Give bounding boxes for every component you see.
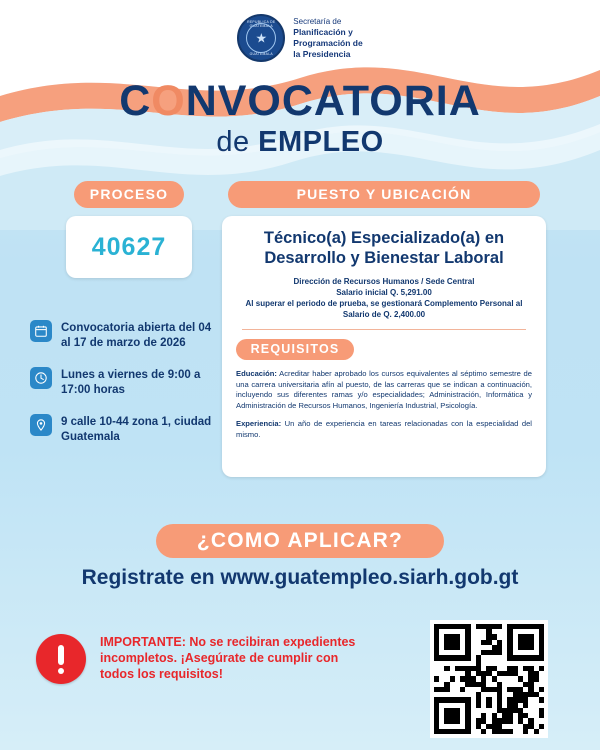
info-list (30, 320, 215, 461)
institution-line-4: la Presidencia (293, 49, 351, 59)
info-dates-text: Convocatoria abierta del 04 al 17 de marzo de 2026 (61, 322, 212, 349)
proceso-number: 40627 (91, 232, 167, 261)
qr-code[interactable] (430, 620, 548, 738)
job-title: Técnico(a) Especializado(a) en Desarrollo y Bienestar Laboral (263, 229, 505, 267)
title-part-1: C (119, 77, 152, 125)
title-accent-letter: O (151, 77, 186, 125)
puesto-card (222, 216, 546, 477)
seal-bottom-text: GUATEMALA (249, 52, 273, 56)
institution-logo-bar (0, 14, 600, 62)
poster-title-block (0, 78, 600, 159)
exclamation-icon (36, 634, 86, 684)
how-to-apply-heading: ¿COMO APLICAR? (156, 524, 444, 558)
registration-url[interactable]: Registrate en www.guatempleo.siarh.gob.gt (81, 566, 519, 589)
proceso-card (66, 216, 192, 278)
government-seal-icon (237, 14, 285, 62)
subtitle-bold: EMPLEO (258, 126, 384, 158)
calendar-icon (30, 320, 52, 342)
experiencia-text: Un año de experiencia en tareas relacionadas con la especialidad del mismo. (236, 419, 532, 439)
page-subtitle (0, 126, 600, 159)
requisitos-header: REQUISITOS (236, 339, 354, 360)
title-part-2: NVOCATORIA (185, 77, 481, 125)
puesto-header: PUESTO Y UBICACIÓN (228, 181, 540, 208)
proceso-header: PROCESO (74, 181, 184, 208)
page-title (0, 78, 600, 124)
notice-label: IMPORTANTE: (100, 635, 186, 649)
educacion-text: Acreditar haber aprobado los cursos equivalentes al séptimo semestre de una carrera universitaria afín al puesto, de las carreras que se indican a continuación, incluyendo sus diferentes ramas y/o especialidades; Administración, Informática y Administración de Recursos Humanos, Ingeniería Industrial, Psicología. (236, 369, 532, 410)
requisito-educacion (236, 369, 532, 411)
institution-line-2: Planificación y (293, 27, 353, 37)
location-pin-icon (30, 414, 52, 436)
job-department: Dirección de Recursos Humanos / Sede Central (293, 277, 475, 286)
seal-top-text: REPUBLICA DE GUATEMALA (247, 20, 276, 28)
clock-icon (30, 367, 52, 389)
qr-code-grid (434, 624, 544, 734)
info-hours-text: Lunes a viernes de 9:00 a 17:00 horas (61, 369, 201, 396)
info-item-dates (30, 320, 215, 350)
job-salary: Salario inicial Q. 5,291.00 (336, 288, 432, 297)
educacion-label: Educación: (236, 369, 277, 378)
info-item-address (30, 414, 215, 444)
institution-name (293, 16, 362, 60)
requisitos-body (236, 369, 532, 441)
info-item-hours (30, 367, 215, 397)
experiencia-label: Experiencia: (236, 419, 282, 429)
divider (242, 329, 526, 330)
notice-text (100, 634, 366, 682)
job-salary-complement: Al superar el periodo de prueba, se gestionará Complemento Personal al Salario de Q. 2,400.00 (245, 299, 523, 319)
job-meta (236, 276, 532, 320)
important-notice (36, 634, 366, 684)
quetzal-bird-icon: ★ (255, 30, 268, 46)
institution-line-3: Programación de (293, 38, 363, 48)
subtitle-prefix: de (216, 126, 259, 158)
notice-body: No se recibiran expedientes incompletos. ¡Asegúrate de cumplir con todos los requisitos! (100, 635, 356, 681)
info-address-text: 9 calle 10-44 zona 1, ciudad Guatemala (61, 416, 212, 443)
requisito-experiencia (236, 419, 532, 440)
institution-line-1: Secretaría de (293, 17, 342, 26)
